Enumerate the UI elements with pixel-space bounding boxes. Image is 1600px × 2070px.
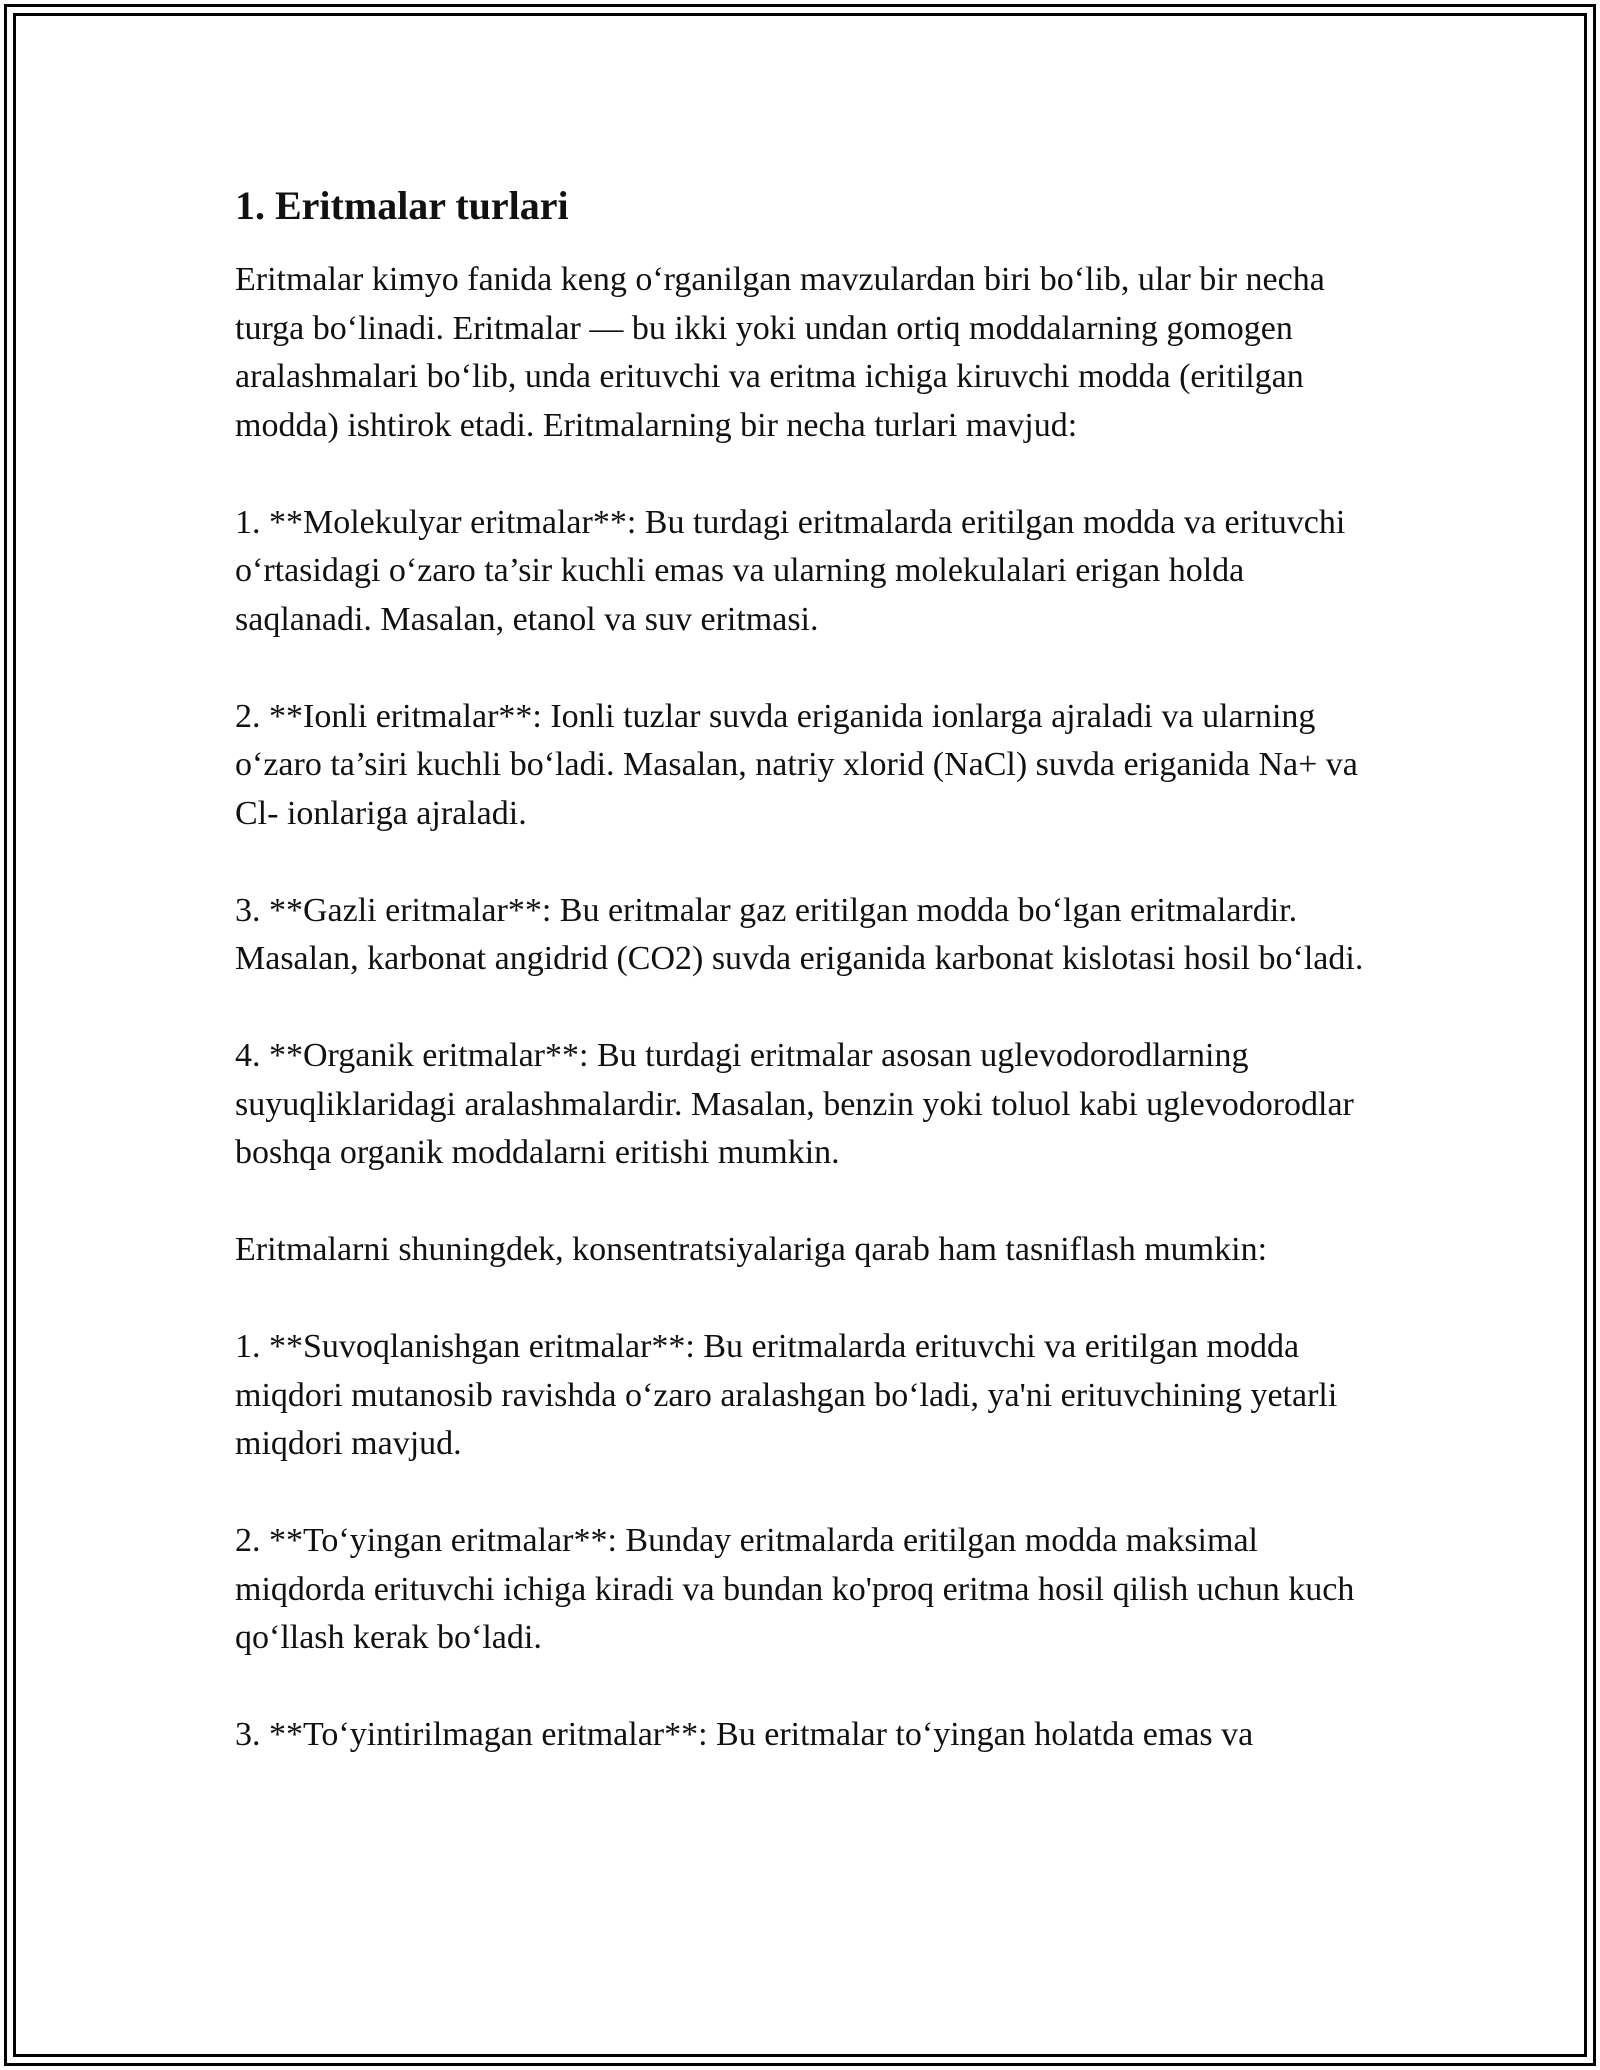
list-item-organik: 4. **Organik eritmalar**: Bu turdagi eritmalar asosan uglevodorodlarning suyuqliklaridagi aralashmalardir. Masalan, benzin yoki toluol kabi uglevodorodlar boshqa organik moddalarni eritishi mumkin.: [235, 1037, 1354, 1171]
list-item-suvoqlanishgan: 1. **Suvoqlanishgan eritmalar**: Bu eritmalarda erituvchi va eritilgan modda miqdori mutanosib ravishda o‘zaro aralashgan bo‘ladi, ya'ni erituvchining yetarli miqdori mavjud.: [235, 1328, 1338, 1462]
section-heading: 1. Eritmalar turlari: [235, 183, 569, 228]
list-item-ionli: 2. **Ionli eritmalar**: Ionli tuzlar suvda eriganida ionlarga ajraladi va ularning o‘zaro ta’siri kuchli bo‘ladi. Masalan, natriy xlorid (NaCl) suvda eriganida Na+ va Cl- ionlariga ajraladi.: [235, 697, 1358, 832]
intro-paragraph: Eritmalar kimyo fanida keng o‘rganilgan mavzulardan biri bo‘lib, ular bir necha turga bo‘linadi. Eritmalar — bu ikki yoki undan ortiq moddalarning gomogen aralashmalari bo‘lib, unda erituvchi va eritma ichiga kiruvchi modda (eritilgan modda) ishtirok etadi. Eritmalarning bir necha turlari mavjud:: [235, 261, 1325, 444]
list-item-molekulyar: 1. **Molekulyar eritmalar**: Bu turdagi eritmalarda eritilgan modda va erituvchi o‘rtasidagi o‘zaro ta’sir kuchli emas va ularning molekulalari erigan holda saqlanadi. Masalan, etanol va suv eritmasi.: [235, 503, 1346, 638]
list-item-toyingan: 2. **To‘yingan eritmalar**: Bunday eritmalarda eritilgan modda maksimal miqdorda erituvchi ichiga kiradi va bundan ko'proq eritma hosil qilish uchun kuch qo‘llash kerak bo‘ladi.: [235, 1522, 1355, 1656]
classification-paragraph: Eritmalarni shuningdek, konsentratsiyalariga qarab ham tasniflash mumkin:: [235, 1231, 1268, 1268]
list-item-toyintirilmagan: 3. **To‘yintirilmagan eritmalar**: Bu eritmalar to‘yingan holatda emas va: [235, 1716, 1254, 1753]
document-body: [235, 182, 1385, 1808]
list-item-gazli: 3. **Gazli eritmalar**: Bu eritmalar gaz eritilgan modda bo‘lgan eritmalardir. Masalan, karbonat angidrid (CO2) suvda eriganida karbonat kislotasi hosil bo‘ladi.: [235, 891, 1364, 977]
